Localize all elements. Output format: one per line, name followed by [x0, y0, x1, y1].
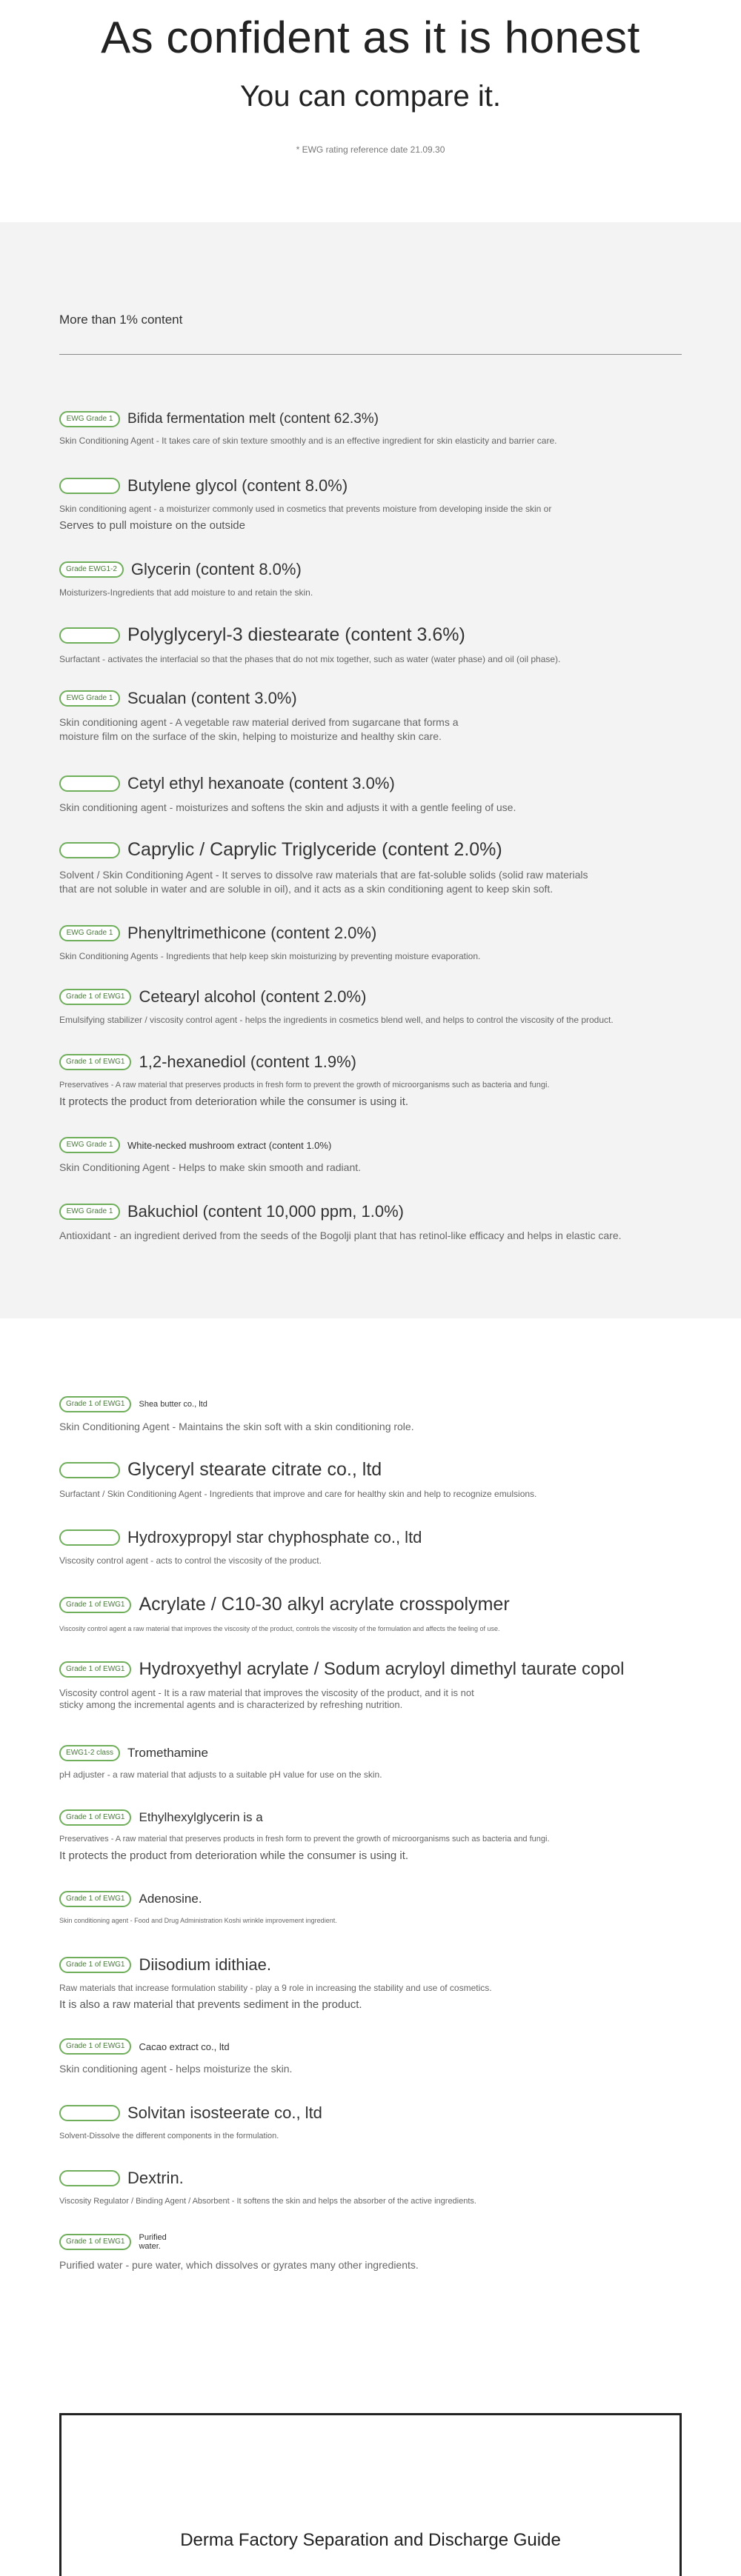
- ingredient-item: [59, 1202, 682, 1243]
- section-divider: [59, 354, 682, 355]
- ingredient-item: [59, 774, 682, 815]
- ewg-grade-badge: EWG Grade 1: [59, 1204, 120, 1220]
- ingredient-item: [59, 1137, 682, 1175]
- ingredient-description: Purified water - pure water, which dissolves or gyrates many other ingredients.: [59, 2259, 419, 2271]
- ingredient-item: [59, 1528, 682, 1566]
- ingredient-name: Adenosine.: [139, 1892, 202, 1906]
- ingredient-name: White-necked mushroom extract (content 1.0%): [127, 1139, 332, 1151]
- ewg-grade-badge: EWG Grade 1: [59, 690, 120, 707]
- ingredient-item: [59, 476, 682, 532]
- ingredient-name: Purified water.: [139, 2233, 167, 2251]
- ingredient-item: [59, 2233, 682, 2272]
- separation-guide-box: [59, 2413, 682, 2576]
- ewg-grade-badge: [59, 842, 120, 858]
- ingredient-description: Solvent / Skin Conditioning Agent - It serves to dissolve raw materials that are fat-soluble solids (solid raw materials that are not soluble in water and are soluble in oil), and it acts as a skin conditioning agent to keep skin soft.: [59, 869, 588, 895]
- ingredient-name: Cetyl ethyl hexanoate (content 3.0%): [127, 774, 395, 793]
- ewg-grade-badge: Grade 1 of EWG1: [59, 1597, 131, 1613]
- ingredient-description: Viscosity Regulator / Binding Agent / Absorbent - It softens the skin and helps the absorber of the active ingredients.: [59, 2197, 476, 2206]
- ingredient-description: Skin Conditioning Agent - It takes care of skin texture smoothly and is an effective ingredient for skin elasticity and barrier care.: [59, 436, 557, 446]
- ingredient-name: 1,2-hexanediol (content 1.9%): [139, 1052, 357, 1071]
- ewg-grade-badge: EWG Grade 1: [59, 1137, 120, 1153]
- ingredient-item: [59, 924, 682, 962]
- ingredient-name: Caprylic / Caprylic Triglyceride (content 2.0%): [127, 839, 502, 860]
- ingredient-description: Skin conditioning agent - A vegetable raw material derived from sugarcane that forms a moisture film on the surface of the skin, helping to moisturize and healthy skin care.: [59, 716, 459, 742]
- ingredient-item: [59, 1955, 682, 2011]
- ingredient-name: Bakuchiol (content 10,000 ppm, 1.0%): [127, 1202, 405, 1221]
- ingredient-item: [59, 839, 682, 896]
- ingredient-name: Diisodium idithiae.: [139, 1955, 272, 1974]
- separation-guide-title: Derma Factory Separation and Discharge Guide: [180, 2530, 561, 2550]
- ingredient-description: Surfactant / Skin Conditioning Agent - Ingredients that improve and care for healthy skin and help to recognize emulsions.: [59, 1489, 537, 1499]
- ingredient-description: Viscosity control agent - It is a raw material that improves the viscosity of the product, and it is not sticky among the incremental agents and is characterized by refreshing nutrition.: [59, 1687, 474, 1710]
- ingredient-item: [59, 624, 682, 665]
- ingredient-note: It protects the product from deterioration while the consumer is using it.: [59, 1095, 409, 1108]
- ewg-grade-badge: Grade 1 of EWG1: [59, 2234, 131, 2250]
- ingredient-name: Acrylate / C10-30 alkyl acrylate crosspolymer: [139, 1594, 510, 1615]
- ewg-grade-badge: Grade 1 of EWG1: [59, 1396, 131, 1412]
- ewg-grade-badge: [59, 478, 120, 494]
- hero-subtitle: You can compare it.: [239, 80, 502, 113]
- ingredient-description: Skin conditioning agent - Food and Drug Administration Koshi wrinkle improvement ingredient.: [59, 1917, 337, 1924]
- ingredient-description: Skin conditioning agent - a moisturizer commonly used in cosmetics that prevents moisture from developing inside the skin or: [59, 504, 552, 514]
- ingredient-description: Skin Conditioning Agent - Helps to make skin smooth and radiant.: [59, 1161, 362, 1173]
- ewg-grade-badge: [59, 775, 120, 792]
- ingredient-item: [59, 1891, 682, 1926]
- ingredient-item: [59, 1745, 682, 1781]
- ewg-grade-badge: Grade 1 of EWG1: [59, 989, 131, 1005]
- ewg-reference-date: * EWG rating reference date 21.09.30: [296, 144, 445, 155]
- ewg-grade-badge: EWG Grade 1: [59, 411, 120, 427]
- ingredient-name: Butylene glycol (content 8.0%): [127, 476, 348, 495]
- ingredient-name: Hydroxyethyl acrylate / Sodum acryloyl dimethyl taurate copol: [139, 1659, 625, 1679]
- ingredient-description: Antioxidant - an ingredient derived from the seeds of the Bogolji plant that has retinol-like efficacy and helps in elastic care.: [59, 1229, 622, 1241]
- ingredient-description: Preservatives - A raw material that preserves products in fresh form to prevent the growth of microorganisms such as bacteria and fungi.: [59, 1081, 550, 1090]
- ingredient-item: [59, 1396, 682, 1434]
- ingredient-description: Preservatives - A raw material that preserves products in fresh form to prevent the growth of microorganisms such as bacteria and fungi.: [59, 1835, 550, 1843]
- ingredient-item: [59, 1659, 682, 1711]
- ingredient-item: [59, 689, 682, 744]
- ingredient-description: Moisturizers-Ingredients that add moisture to and retain the skin.: [59, 587, 313, 598]
- ingredient-item: [59, 1459, 682, 1500]
- ingredient-name: Bifida fermentation melt (content 62.3%): [127, 411, 379, 427]
- ewg-grade-badge: EWG1-2 class: [59, 1745, 120, 1761]
- ingredient-description: Skin conditioning agent - moisturizes and softens the skin and adjusts it with a gentle feeling of use.: [59, 801, 516, 813]
- ewg-grade-badge: [59, 627, 120, 644]
- ingredient-description: Viscosity control agent - acts to control the viscosity of the product.: [59, 1555, 322, 1566]
- ewg-grade-badge: Grade 1 of EWG1: [59, 2038, 131, 2055]
- ingredient-description: Surfactant - activates the interfacial so that the phases that do not mix together, such as water (water phase) and oil (oil phase).: [59, 654, 561, 664]
- ingredient-name: Solvitan isosteerate co., ltd: [127, 2103, 322, 2122]
- ingredient-description: Viscosity control agent a raw material that improves the viscosity of the product, controls the viscosity of the formulation and affects the feeling of use.: [59, 1625, 500, 1632]
- ingredient-item: [59, 560, 682, 598]
- ingredient-item: [59, 2103, 682, 2142]
- ingredient-item: [59, 1052, 682, 1108]
- ingredient-name: Cacao extract co., ltd: [139, 2041, 230, 2052]
- ingredient-description: Skin conditioning agent - helps moisturize the skin.: [59, 2063, 293, 2075]
- ingredient-name: Glycerin (content 8.0%): [130, 560, 302, 578]
- ingredient-name: Tromethamine: [127, 1746, 208, 1760]
- ewg-grade-badge: Grade 1 of EWG1: [59, 1957, 131, 1973]
- ingredient-note: Serves to pull moisture on the outside: [59, 519, 245, 532]
- ingredient-item: [59, 2038, 682, 2076]
- ingredient-name: Ethylhexylglycerin is a: [139, 1810, 263, 1824]
- ewg-grade-badge: Grade 1 of EWG1: [59, 1891, 131, 1907]
- ewg-grade-badge: Grade 1 of EWG1: [59, 1661, 131, 1678]
- ingredient-item: [59, 1594, 682, 1635]
- ingredient-name: Phenyltrimethicone (content 2.0%): [127, 924, 377, 942]
- ingredient-description: pH adjuster - a raw material that adjusts to a suitable pH value for use on the skin.: [59, 1769, 382, 1780]
- ewg-grade-badge: [59, 1529, 120, 1546]
- ewg-grade-badge: [59, 1462, 120, 1478]
- ingredient-item: [59, 2169, 682, 2207]
- ingredient-name: Polyglyceryl-3 diestearate (content 3.6%): [127, 624, 465, 645]
- ingredient-note: It protects the product from deterioration while the consumer is using it.: [59, 1849, 409, 1862]
- ingredient-item: [59, 1809, 682, 1862]
- ingredient-name: Glyceryl stearate citrate co., ltd: [127, 1459, 382, 1480]
- hero-title: As confident as it is honest: [101, 13, 640, 62]
- ewg-grade-badge: Grade EWG1-2: [59, 561, 124, 578]
- ewg-grade-badge: EWG Grade 1: [59, 925, 120, 941]
- ingredient-name: Cetearyl alcohol (content 2.0%): [139, 987, 367, 1006]
- ingredient-note: It is also a raw material that prevents sediment in the product.: [59, 1998, 362, 2011]
- ingredient-item: [59, 987, 682, 1026]
- ingredient-description: Raw materials that increase formulation stability - play a 9 role in increasing the stability and use of cosmetics.: [59, 1983, 492, 1993]
- ewg-grade-badge: Grade 1 of EWG1: [59, 1809, 131, 1826]
- ewg-grade-badge: [59, 2105, 120, 2121]
- ewg-grade-badge: Grade 1 of EWG1: [59, 1054, 131, 1070]
- hero-section: [0, 0, 741, 222]
- ingredient-name: Dextrin.: [127, 2169, 184, 2187]
- ingredient-description: Solvent-Dissolve the different components in the formulation.: [59, 2132, 279, 2140]
- ingredient-name: Shea butter co., ltd: [139, 1400, 207, 1409]
- ingredient-name: Scualan (content 3.0%): [127, 689, 297, 707]
- ingredient-item: [59, 411, 682, 447]
- section-title: More than 1% content: [59, 313, 183, 327]
- ingredient-name: Hydroxypropyl star chyphosphate co., ltd: [127, 1528, 422, 1546]
- ingredient-description: Skin Conditioning Agent - Maintains the skin soft with a skin conditioning role.: [59, 1421, 414, 1432]
- ingredient-description: Skin Conditioning Agents - Ingredients that help keep skin moisturizing by preventing moisture evaporation.: [59, 951, 481, 961]
- ingredient-description: Emulsifying stabilizer / viscosity control agent - helps the ingredients in cosmetics blend well, and helps to control the viscosity of the product.: [59, 1015, 614, 1025]
- ewg-grade-badge: [59, 2170, 120, 2186]
